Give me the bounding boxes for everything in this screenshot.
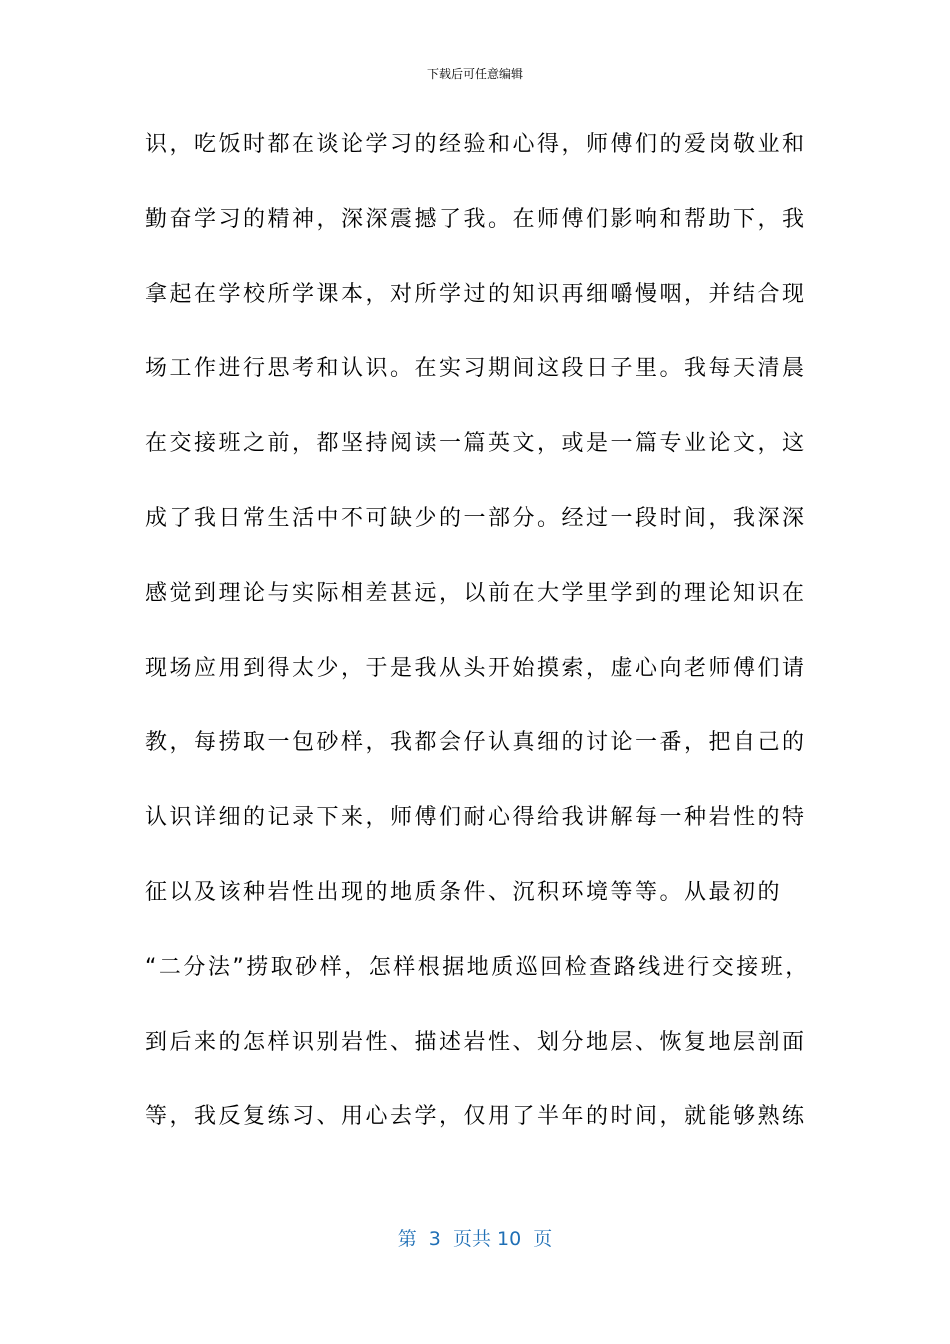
body-line: 认识详细的记录下来，师傅们耐心得给我讲解每一种岩性的特 bbox=[145, 805, 807, 831]
body-line: 教，每捞取一包砂样，我都会仔认真细的讨论一番，把自己的 bbox=[145, 730, 807, 756]
body-line: 到后来的怎样识别岩性、描述岩性、划分地层、恢复地层剖面 bbox=[145, 1029, 807, 1055]
page-header: 下载后可任意编辑 bbox=[426, 67, 523, 81]
page-number-footer: 第 3 页共 10 页 bbox=[397, 1228, 553, 1250]
body-line: 勤奋学习的精神，深深震撼了我。在师傅们影响和帮助下，我 bbox=[145, 206, 807, 232]
body-line: 拿起在学校所学课本，对所学过的知识再细嚼慢咽，并结合现 bbox=[145, 281, 807, 307]
body-line: 识，吃饭时都在谈论学习的经验和心得，师傅们的爱岗敬业和 bbox=[145, 132, 807, 157]
body-line: “二分法”捞取砂样，怎样根据地质巡回检查路线进行交接班， bbox=[145, 954, 810, 980]
body-line: 征以及该种岩性出现的地质条件、沉积环境等等。从最初的 bbox=[145, 879, 783, 905]
body-line: 场工作进行思考和认识。在实习期间这段日子里。我每天清晨 bbox=[145, 356, 807, 382]
body-line: 成了我日常生活中不可缺少的一部分。经过一段时间，我深深 bbox=[145, 505, 807, 531]
body-line: 感觉到理论与实际相差甚远，以前在大学里学到的理论知识在 bbox=[145, 580, 807, 606]
body-line: 在交接班之前，都坚持阅读一篇英文，或是一篇专业论文，这 bbox=[145, 431, 807, 457]
body-line: 等，我反复练习、用心去学，仅用了半年的时间，就能够熟练 bbox=[145, 1104, 807, 1130]
body-line: 现场应用到得太少，于是我从头开始摸索，虚心向老师傅们请 bbox=[145, 655, 807, 681]
document-body bbox=[145, 122, 825, 1169]
